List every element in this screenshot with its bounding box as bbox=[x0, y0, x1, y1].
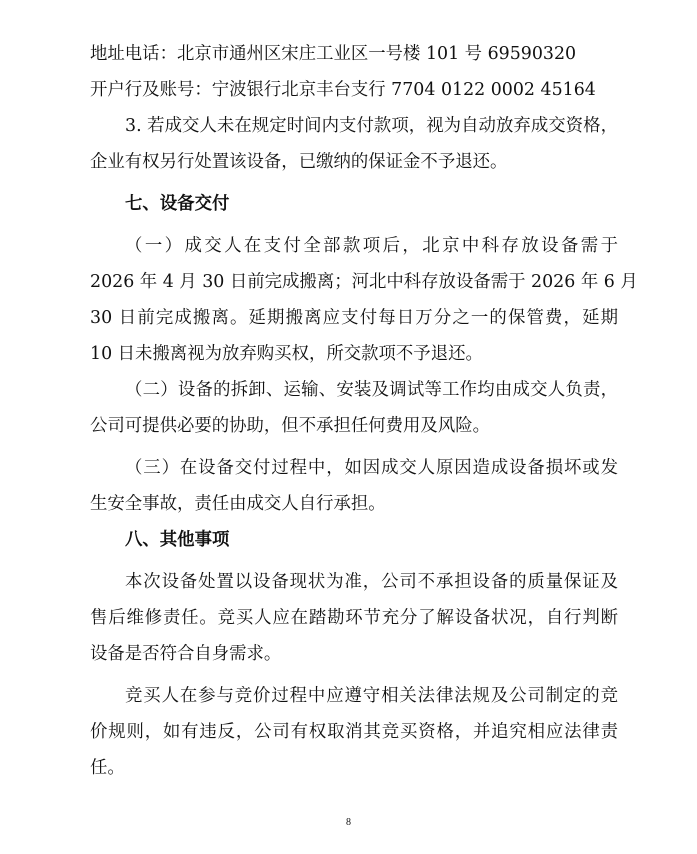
section8-p2-line2: 价规则，如有违反，公司有权取消其竞买资格，并追究相应法律责 bbox=[90, 722, 618, 742]
section8-p1-line2: 售后维修责任。竞买人应在踏勘环节充分了解设备状况，自行判断 bbox=[90, 608, 618, 628]
section7-p3-line2: 生安全事故，责任由成交人自行承担。 bbox=[90, 494, 386, 514]
section8-p2-line1: 竞买人在参与竞价过程中应遵守相关法律法规及公司制定的竞 bbox=[125, 686, 618, 706]
section7-p1-line4: 10 日未搬离视为放弃购买权，所交款项不予退还。 bbox=[90, 344, 483, 364]
section7-heading: 七、设备交付 bbox=[125, 194, 230, 214]
section7-p1-line2: 2026 年 4 月 30 日前完成搬离；河北中科存放设备需于 2026 年 6 月 bbox=[90, 272, 638, 292]
section8-heading: 八、其他事项 bbox=[125, 530, 230, 550]
item3-line1: 3. 若成交人未在规定时间内支付款项，视为自动放弃成交资格， bbox=[125, 116, 618, 136]
bank-account-line: 开户行及账号：宁波银行北京丰台支行 7704 0122 0002 45164 bbox=[90, 80, 596, 100]
section8-p2-line3: 任。 bbox=[90, 758, 125, 778]
section7-p3-line1: （三）在设备交付过程中，如因成交人原因造成设备损坏或发 bbox=[125, 458, 618, 478]
address-phone-line: 地址电话：北京市通州区宋庄工业区一号楼 101 号 69590320 bbox=[90, 44, 577, 64]
section8-p1-line1: 本次设备处置以设备现状为准，公司不承担设备的质量保证及 bbox=[125, 572, 618, 592]
section7-p1-line3: 30 日前完成搬离。延期搬离应支付每日万分之一的保管费，延期 bbox=[90, 308, 618, 328]
section7-p2-line2: 公司可提供必要的协助，但不承担任何费用及风险。 bbox=[90, 416, 490, 436]
section7-p1-line1: （一）成交人在支付全部款项后，北京中科存放设备需于 bbox=[125, 236, 618, 256]
page-number: 8 bbox=[346, 817, 351, 828]
section8-p1-line3: 设备是否符合自身需求。 bbox=[90, 644, 282, 664]
item3-line2: 企业有权另行处置该设备，已缴纳的保证金不予退还。 bbox=[90, 152, 508, 172]
section7-p2-line1: （二）设备的拆卸、运输、安装及调试等工作均由成交人负责， bbox=[125, 380, 618, 400]
